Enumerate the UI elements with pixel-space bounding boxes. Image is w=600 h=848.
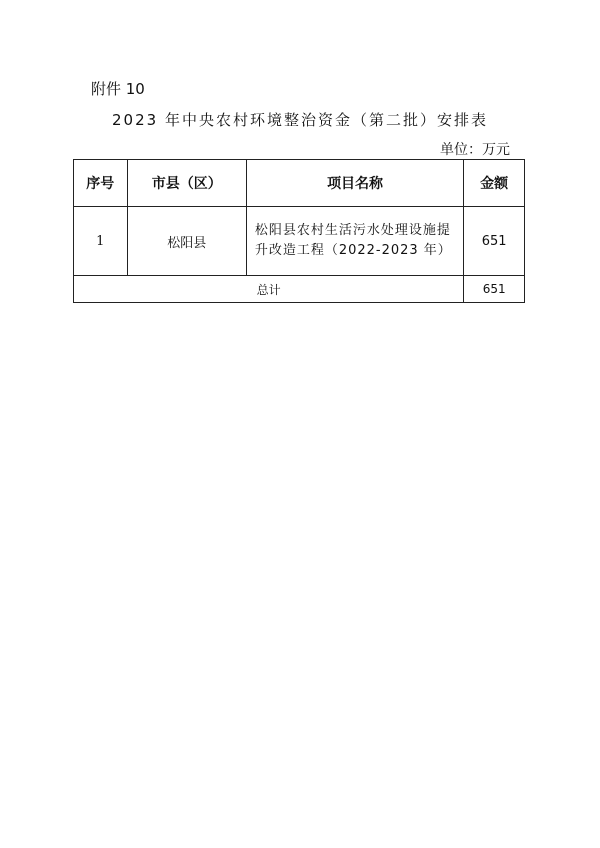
allocation-table <box>73 159 525 303</box>
total-amount: 651 <box>464 276 525 303</box>
attachment-number: 附件 10 <box>91 80 145 98</box>
cell-seq: 1 <box>74 207 128 276</box>
document-title: 2023 年中央农村环境整治资金（第二批）安排表 <box>112 111 488 129</box>
table-row <box>74 207 525 276</box>
column-header-project: 项目名称 <box>246 160 464 207</box>
cell-project: 松阳县农村生活污水处理设施提升改造工程（2022-2023 年） <box>246 207 464 276</box>
column-header-amount: 金额 <box>464 160 525 207</box>
total-label: 总计 <box>74 276 464 303</box>
cell-county: 松阳县 <box>127 207 246 276</box>
unit-label: 单位：万元 <box>440 142 510 158</box>
column-header-county: 市县（区） <box>127 160 246 207</box>
cell-amount: 651 <box>464 207 525 276</box>
table-header-row <box>74 160 525 207</box>
column-header-seq: 序号 <box>74 160 128 207</box>
total-row <box>74 276 525 303</box>
